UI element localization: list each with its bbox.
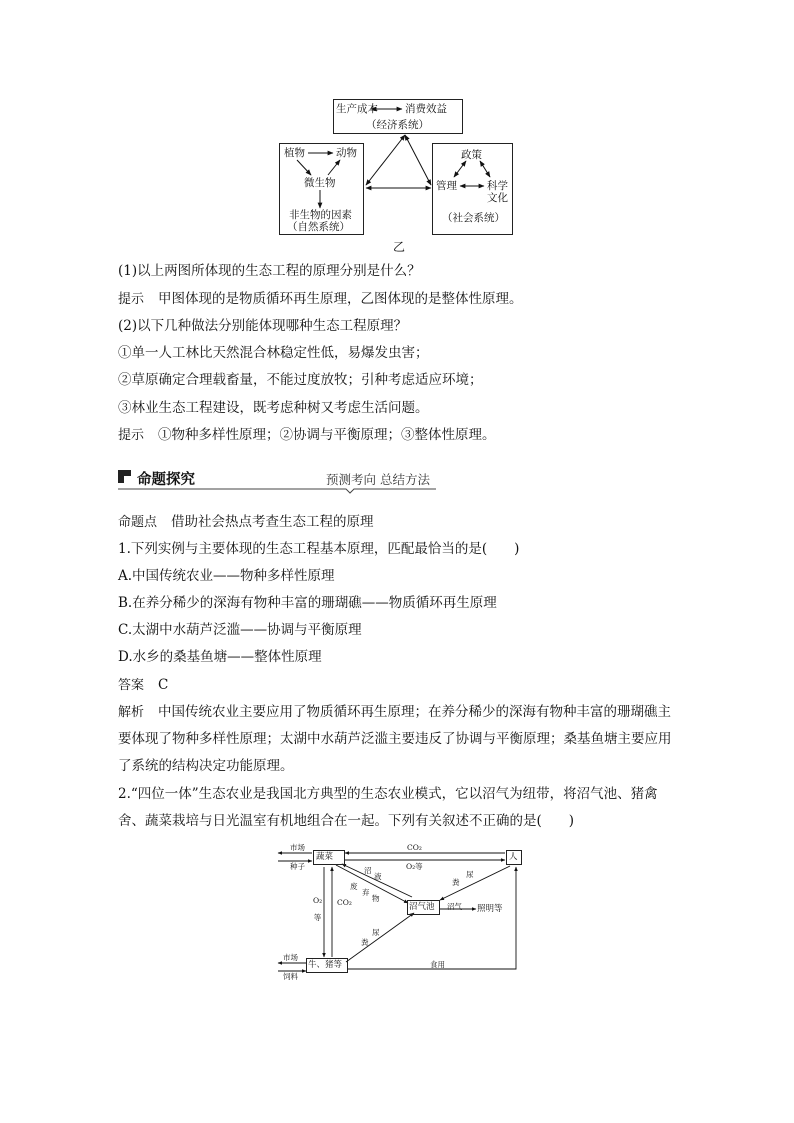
- hint-label: 提示: [118, 428, 145, 443]
- seed-label: 种子: [290, 862, 305, 871]
- option-d: D.水乡的桑基鱼塘——整体性原理: [118, 649, 322, 665]
- topic-label: 命题点: [118, 515, 158, 530]
- market-top-label: 市场: [290, 843, 305, 852]
- problem-2-stem: 2.“四位一体”生态农业是我国北方典型的生态农业模式，它以沼气为纽带，将沼气池、猪禽舍、蔬菜栽培与日光温室有机地组合在一起。下列有关叙述不正确的是( ): [118, 786, 658, 829]
- section-title: 命题探究: [137, 472, 195, 488]
- o2-left-label: O₂: [313, 896, 323, 905]
- nat-label: （自然系统）: [287, 221, 350, 233]
- soc-science: 科学: [487, 180, 508, 192]
- lighting-label: 照明等: [477, 904, 503, 914]
- biogas-label: 沼气: [447, 902, 462, 911]
- diagram-caption: 乙: [393, 240, 406, 254]
- feces-person-char-1: 粪: [452, 878, 460, 887]
- market-bottom-label: 市场: [283, 953, 298, 962]
- livestock-label: 牛、猪等: [308, 960, 343, 970]
- option-b: B.在养分稀少的深海有物种丰富的珊瑚礁——物质循环再生原理: [118, 595, 497, 611]
- answer-value: C: [158, 677, 169, 693]
- econ-cost: 生产成本: [336, 103, 378, 115]
- option-a: A.中国传统农业——物种多样性原理: [118, 568, 335, 584]
- feces-person-char-2: 尿: [466, 870, 474, 879]
- co2-left-label: CO₂: [337, 898, 352, 907]
- soc-manage: 管理: [436, 180, 457, 192]
- econ-label: （经济系统）: [366, 119, 429, 131]
- edible-label: 食用: [430, 960, 445, 969]
- question-2: (2)以下几种做法分别能体现哪种生态工程原理？: [118, 318, 408, 334]
- co2-top-label: CO₂: [407, 843, 422, 852]
- section-subtitle: 预测考向 总结方法: [326, 472, 430, 487]
- nat-micro: 微生物: [304, 177, 336, 189]
- answer-2-text: ①物种多样性原理；②协调与平衡原理；③整体性原理。: [158, 427, 496, 443]
- nat-plant: 植物: [284, 147, 305, 159]
- question-2-item-3: ③林业生态工程建设，既考虑种树又考虑生活问题。: [118, 400, 429, 416]
- nat-abiotic: 非生物的因素: [289, 209, 352, 221]
- analysis-text: 中国传统农业主要应用了物质循环再生原理；在养分稀少的深海有物种丰富的珊瑚礁主要体现了物种多样性原理；太湖中水葫芦泛滥主要违反了协调与平衡原理；桑基鱼塘主要应用了系统的结构决定功能原理。: [118, 704, 672, 774]
- waste-char-3: 物: [372, 894, 380, 903]
- soc-culture: 文化: [487, 192, 508, 204]
- biogas-pool-label: 沼气池: [409, 902, 435, 912]
- analysis-label: 解析: [118, 705, 145, 720]
- residue-char-2: 液: [374, 872, 382, 881]
- veg-label: 蔬菜: [316, 852, 334, 862]
- answer-label: 答案: [118, 678, 145, 693]
- option-c: C.太湖中水葫芦泛滥——协调与平衡原理: [118, 622, 362, 638]
- question-1: (1)以上两图所体现的生态工程的原理分别是什么？: [118, 263, 421, 279]
- hint-label: 提示: [118, 292, 145, 307]
- econ-benefit: 消费效益: [405, 103, 447, 115]
- question-2-item-2: ②草原确定合理载畜量，不能过度放牧；引种考虑适应环境；: [118, 372, 483, 388]
- answer-1-text: 甲图体现的是物质循环再生原理，乙图体现的是整体性原理。: [158, 291, 523, 307]
- deng-label: 等: [313, 913, 322, 922]
- o2-etc-label: O₂等: [406, 862, 423, 871]
- topic-text: 借助社会热点考查生态工程的原理: [171, 514, 374, 530]
- soc-policy: 政策: [461, 149, 482, 161]
- soc-label: （社会系统）: [442, 212, 505, 224]
- person-label: 人: [509, 852, 518, 862]
- problem-1-stem: 1.下列实例与主要体现的生态工程基本原理，匹配最恰当的是( ): [118, 541, 520, 557]
- question-2-item-1: ①单一人工林比天然混合林稳定性低，易爆发虫害；: [118, 345, 429, 361]
- feed-label: 饲料: [283, 972, 298, 981]
- nat-animal: 动物: [336, 147, 357, 159]
- residue-char-1: 沼: [364, 866, 372, 875]
- feces-animal-char-2: 粪: [361, 938, 369, 947]
- feces-animal-char-1: 尿: [372, 928, 380, 937]
- waste-char-2: 弃: [362, 888, 370, 897]
- waste-char-1: 废: [350, 882, 358, 891]
